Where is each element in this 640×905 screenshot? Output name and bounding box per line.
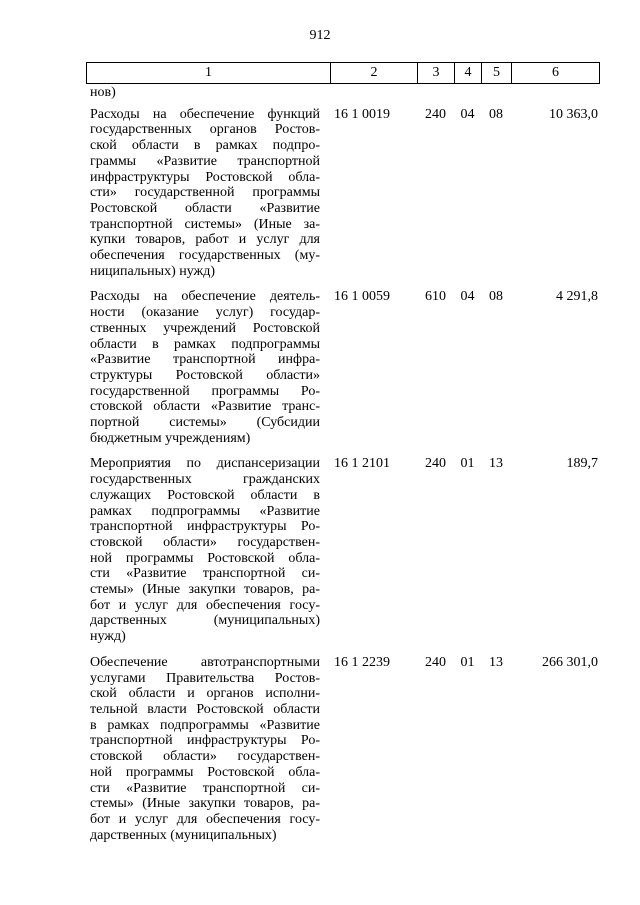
table-row — [86, 456, 600, 644]
row-subsection: 08 — [489, 289, 503, 305]
row-section: 01 — [460, 456, 475, 472]
row-expense-type: 610 — [425, 289, 446, 305]
description-line: бюджетным учреждениям) — [90, 430, 251, 446]
row-amount: 10 363,0 — [549, 106, 598, 122]
description-line: ской области и органов исполни- — [90, 686, 320, 702]
description-line: купки товаров, работ и услуг для — [90, 232, 320, 248]
row-subsection: 08 — [489, 106, 503, 122]
row-target-article: 16 1 0019 — [334, 106, 390, 122]
description-line: ной программы Ростовской обла- — [90, 764, 320, 780]
description-line: транспортной системы» (Иные за- — [90, 216, 320, 232]
description-line: структуры Ростовской области» — [90, 367, 320, 383]
description-line: стовской области «Развитие транс- — [90, 399, 320, 415]
description-line: транспортной инфраструктуры Ро- — [90, 733, 320, 749]
description-line: стовской области» государствен- — [90, 749, 320, 765]
row-description — [86, 456, 322, 644]
row-expense-type: 240 — [425, 106, 446, 122]
description-line: области в рамках подпрограммы — [90, 336, 320, 352]
description-line: государственных органов Ростов- — [90, 122, 320, 138]
row-section: 04 — [460, 289, 475, 305]
description-line: Обеспечение автотранспортными — [90, 654, 320, 670]
continuation-text: нов) — [90, 85, 116, 100]
description-line: Расходы на обеспечение функций — [90, 106, 320, 122]
table-header — [86, 62, 600, 84]
table-row — [86, 107, 600, 280]
row-amount: 4 291,8 — [556, 289, 598, 305]
description-line: ности (оказание услуг) государ- — [90, 305, 320, 321]
description-line: стовской области» государствен- — [90, 534, 320, 550]
header-col-3: 3 — [418, 63, 455, 83]
row-amount: 266 301,0 — [542, 654, 598, 670]
row-target-article: 16 1 0059 — [334, 289, 390, 305]
description-line: сти «Развитие транспортной си- — [90, 780, 320, 796]
row-description — [86, 289, 322, 446]
description-line: инфраструктуры Ростовской обла- — [90, 169, 320, 185]
table-rows — [86, 107, 600, 844]
description-line: в рамках подпрограммы «Развитие — [90, 717, 320, 733]
table-body — [86, 85, 600, 853]
description-line: Расходы на обеспечение деятель- — [90, 289, 320, 305]
description-line: ской области в рамках подпро- — [90, 138, 320, 154]
description-line: сти» государственной программы — [90, 185, 320, 201]
description-line: государственной программы Ро- — [90, 383, 320, 399]
header-col-1: 1 — [87, 63, 331, 83]
page-number: 912 — [309, 28, 331, 43]
description-line: сти «Развитие транспортной си- — [90, 566, 320, 582]
description-line: нужд) — [90, 629, 126, 645]
description-line: транспортной инфраструктуры Ро- — [90, 519, 320, 535]
description-line: Ростовской области «Развитие — [90, 200, 320, 216]
description-line: бот и услуг для обеспечения госу- — [90, 811, 320, 827]
row-description — [86, 655, 322, 843]
description-line: стемы» (Иные закупки товаров, ра- — [90, 582, 320, 598]
header-col-2: 2 — [331, 63, 418, 83]
row-target-article: 16 1 2239 — [334, 654, 390, 670]
row-expense-type: 240 — [425, 456, 446, 472]
description-line: ственных учреждений Ростовской — [90, 320, 320, 336]
description-line: рамках подпрограммы «Развитие — [90, 503, 320, 519]
description-line: тельной власти Ростовской области — [90, 702, 320, 717]
description-line: Мероприятия по диспансеризации — [90, 456, 320, 472]
header-col-4: 4 — [455, 63, 482, 83]
row-subsection: 13 — [489, 456, 503, 472]
row-amount: 189,7 — [566, 456, 598, 472]
row-section: 04 — [460, 106, 475, 122]
table-row — [86, 655, 600, 843]
description-line: дарственных (муниципальных) — [90, 613, 320, 629]
description-line: дарственных (муниципальных) — [90, 827, 277, 843]
description-line: служащих Ростовской области в — [90, 487, 320, 503]
description-line: ной программы Ростовской обла- — [90, 550, 320, 566]
row-subsection: 13 — [489, 654, 503, 670]
table-row — [86, 289, 600, 446]
description-line: обеспечения государственных (му- — [90, 248, 320, 264]
description-line: государственных гражданских — [90, 472, 320, 488]
description-line: ниципальных) нужд) — [90, 263, 215, 279]
description-line: стемы» (Иные закупки товаров, ра- — [90, 796, 320, 812]
description-line: портной системы» (Субсидии — [90, 415, 320, 431]
description-line: граммы «Развитие транспортной — [90, 153, 320, 169]
row-section: 01 — [460, 654, 475, 670]
description-line: «Развитие транспортной инфра- — [90, 352, 320, 368]
header-col-6: 6 — [552, 65, 559, 80]
description-line: бот и услуг для обеспечения госу- — [90, 597, 320, 613]
row-target-article: 16 1 2101 — [334, 456, 390, 472]
row-description — [86, 107, 322, 280]
header-col-5: 5 — [482, 63, 512, 83]
row-expense-type: 240 — [425, 654, 446, 670]
description-line: услугами Правительства Ростов- — [90, 670, 320, 686]
